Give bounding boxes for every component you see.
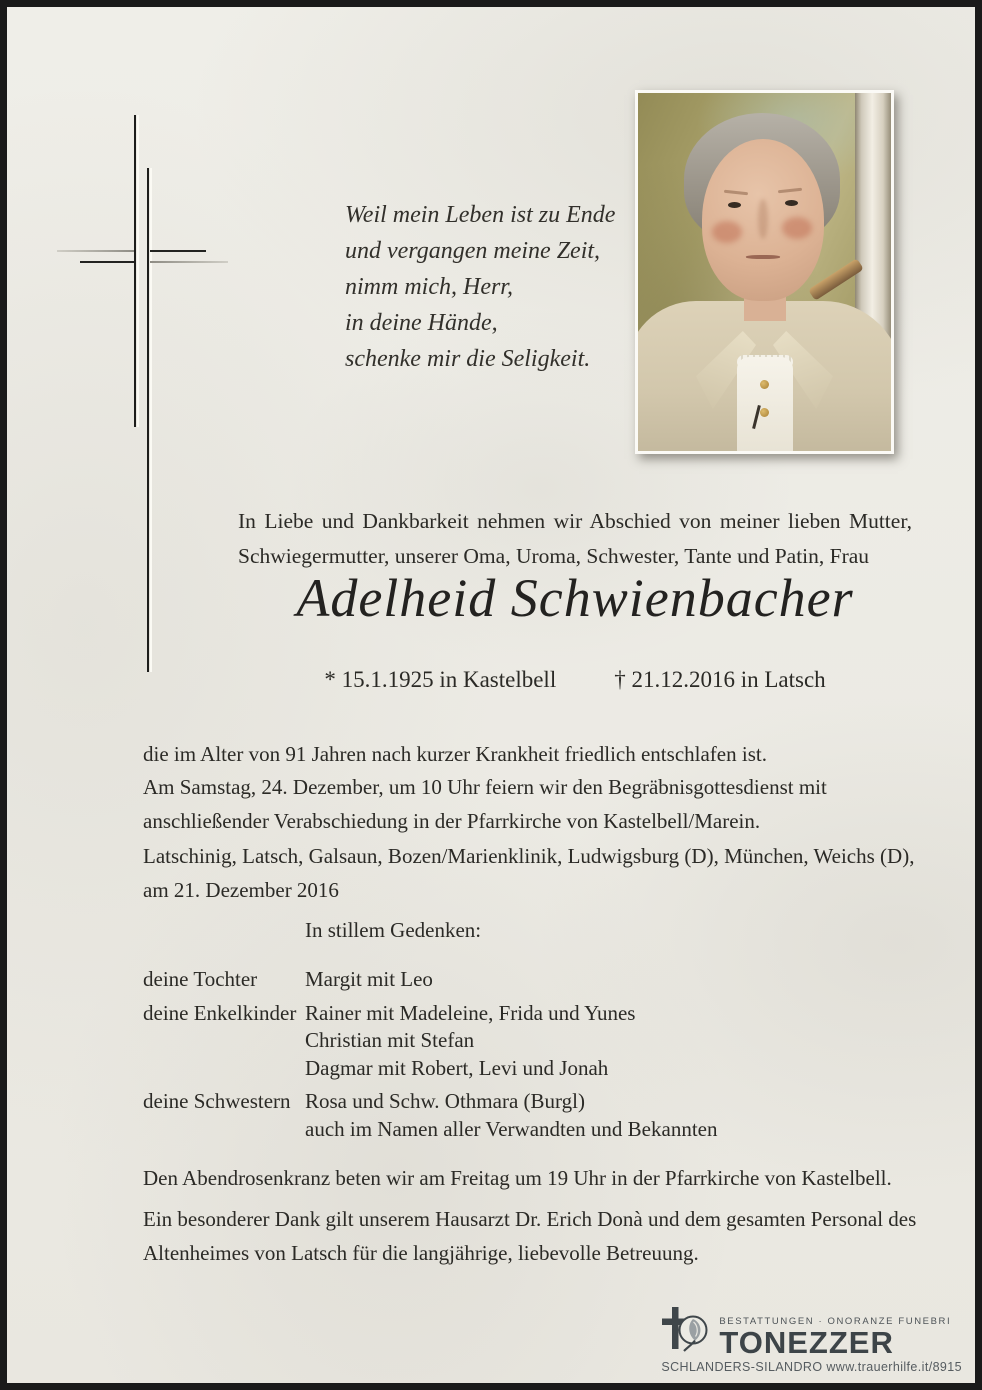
intro-text: In Liebe und Dankbarkeit nehmen wir Abschied von meiner lieben Mutter, Schwiegermutter, unserer Oma, Uroma, Schwester, Tante und Patin, Frau (238, 509, 912, 568)
row-label: deine Enkelkinder (143, 1000, 297, 1025)
cross-horizontal-upper-right (150, 250, 206, 252)
row-values (305, 1088, 717, 1143)
photo-brow-right (778, 188, 802, 193)
cross-vertical-highlight-long (150, 168, 152, 672)
table-row (143, 1000, 933, 1083)
row-label: deine Tochter (143, 967, 258, 991)
row-values (305, 966, 433, 994)
photo-eye-left (728, 202, 741, 208)
row-value: Margit mit Leo (305, 967, 433, 991)
logo-cross-leaf-icon (661, 1305, 713, 1358)
photo-mouth (746, 255, 780, 259)
memorial-table (143, 966, 933, 1149)
poem-line: nimm mich, Herr, (345, 274, 513, 300)
row-value: auch im Namen aller Verwandten und Bekannten (305, 1116, 718, 1141)
paragraph-places-date: Latschinig, Latsch, Galsaun, Bozen/Marienklinik, Ludwigsburg (D), München, Weichs (D), am 21. Dezember 2016 (143, 844, 915, 902)
poem (345, 197, 615, 377)
memorial-heading: In stillem Gedenken: (305, 918, 482, 942)
closing-thanks: Ein besonderer Dank gilt unserem Hausarzt Dr. Erich Donà und dem gesamten Personal des Altenheimes von Latsch für die langjährige, liebevolle Betreuung. (143, 1207, 917, 1265)
row-value: Christian mit Stefan (305, 1028, 475, 1052)
closing-rosary: Den Abendrosenkranz beten wir am Freitag um 19 Uhr in der Pfarrkirche von Kastelbell. (143, 1166, 892, 1190)
table-row (143, 966, 933, 994)
photo-cheek-left (712, 221, 742, 243)
paragraph-death-notice: die im Alter von 91 Jahren nach kurzer Krankheit friedlich entschlafen ist. (143, 742, 767, 766)
logo-tagline: BESTATTUNGEN · ONORANZE FUNEBRI (719, 1316, 952, 1327)
cross-horizontal-lower-left (80, 261, 134, 263)
photo-nose (758, 199, 768, 239)
row-values (305, 1000, 635, 1083)
cross-horizontal-lower-right (150, 261, 228, 263)
photo-eye-right (785, 200, 798, 206)
poem-line: und vergangen meine Zeit, (345, 238, 601, 264)
row-value: Rosa und Schw. Othmara (Burgl) (305, 1089, 585, 1113)
table-row (143, 1088, 933, 1143)
cross-vertical-line-long (147, 168, 149, 672)
portrait-photo (635, 90, 894, 454)
photo-button (760, 380, 769, 389)
row-label: deine Schwestern (143, 1089, 291, 1113)
photo-cheek-right (782, 217, 812, 239)
birth-info: * 15.1.1925 in Kastelbell (324, 667, 557, 692)
paragraph-funeral-service: Am Samstag, 24. Dezember, um 10 Uhr feiern wir den Begräbnisgottesdienst mit anschließender Verabschiedung in der Pfarrkirche von Kastelbell/Marein. (143, 775, 827, 833)
cross-vertical-line (134, 115, 136, 427)
logo-subline: SCHLANDERS-SILANDRO www.trauerhilfe.it/8915 (661, 1360, 962, 1374)
photo-face (702, 139, 824, 301)
cross-horizontal-upper-left (57, 250, 134, 252)
logo-name: TONEZZER (719, 1325, 894, 1360)
row-value: Rainer mit Madeleine, Frida und Yunes (305, 1000, 636, 1025)
photo-button (760, 408, 769, 417)
poem-line: Weil mein Leben ist zu Ende (345, 202, 616, 228)
deceased-name: Adelheid Schwienbacher (296, 568, 854, 628)
poem-line: in deine Hände, (345, 310, 498, 336)
row-value: Dagmar mit Robert, Levi und Jonah (305, 1055, 609, 1080)
death-info: † 21.12.2016 in Latsch (614, 667, 826, 692)
funeral-home-logo (661, 1305, 962, 1374)
logo-row (661, 1305, 962, 1358)
logo-text-block (719, 1316, 951, 1358)
cross-vertical-highlight (137, 115, 139, 427)
photo-brow-left (724, 190, 748, 195)
photo-shirt (737, 357, 793, 451)
poem-line: schenke mir die Seligkeit. (345, 346, 591, 372)
life-dates (238, 667, 912, 693)
